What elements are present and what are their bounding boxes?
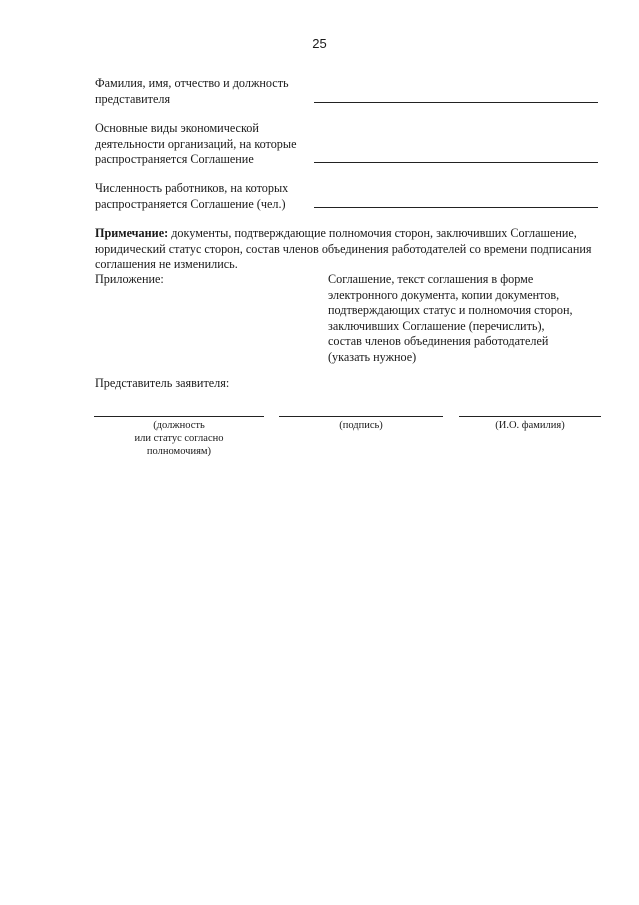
signature-caption: (подпись): [339, 420, 383, 431]
field-label-line: распространяется Соглашение: [95, 152, 254, 166]
field-label-line: Основные виды экономической: [95, 121, 259, 135]
appendix-line: (указать нужное): [328, 349, 417, 364]
note-paragraph: [95, 226, 595, 273]
field-label-representative: [95, 76, 289, 107]
note-title: Примечание:: [95, 226, 169, 240]
signature-fill-line[interactable]: [279, 416, 443, 417]
caption-line: полномочиям): [146, 446, 212, 457]
appendix-line: подтверждающих статус и полномочия сторон,: [328, 303, 573, 317]
field-label-line: распространяется Соглашение (чел.): [95, 196, 286, 211]
appendix-line: электронного документа, копии документов,: [328, 287, 560, 302]
representative-fill-line[interactable]: [314, 102, 598, 103]
position-caption: [94, 419, 264, 458]
name-fill-line[interactable]: [459, 416, 601, 417]
caption-line: или статус согласно: [134, 433, 224, 444]
employees-fill-line[interactable]: [314, 207, 598, 208]
field-label-employees: [95, 181, 288, 212]
note-text: документы, подтверждающие полномочия сторон, заключивших Соглашение, юридический статус сторон, состав членов объединения работодателей со времени подписания соглашения не изменились.: [95, 226, 592, 271]
field-label-line: Фамилия, имя, отчество и должность: [95, 76, 289, 90]
appendix-line: Соглашение, текст соглашения в форме: [328, 272, 534, 286]
field-label-line: деятельности организаций, на которые: [95, 136, 297, 151]
field-label-activities: [95, 121, 297, 168]
appendix-text: [328, 272, 598, 365]
appendix-label: Приложение:: [95, 272, 164, 286]
page-number: 25: [312, 36, 327, 51]
field-label-line: представителя: [95, 91, 171, 106]
position-fill-line[interactable]: [94, 416, 264, 417]
appendix-line: состав членов объединения работодателей: [328, 334, 549, 348]
representative-label: Представитель заявителя:: [95, 376, 230, 390]
activities-fill-line[interactable]: [314, 162, 598, 163]
appendix-line: заключивших Соглашение (перечислить),: [328, 318, 545, 333]
field-label-line: Численность работников, на которых: [95, 181, 289, 195]
name-caption: (И.О. фамилия): [495, 420, 565, 431]
caption-line: (должность: [153, 420, 205, 431]
